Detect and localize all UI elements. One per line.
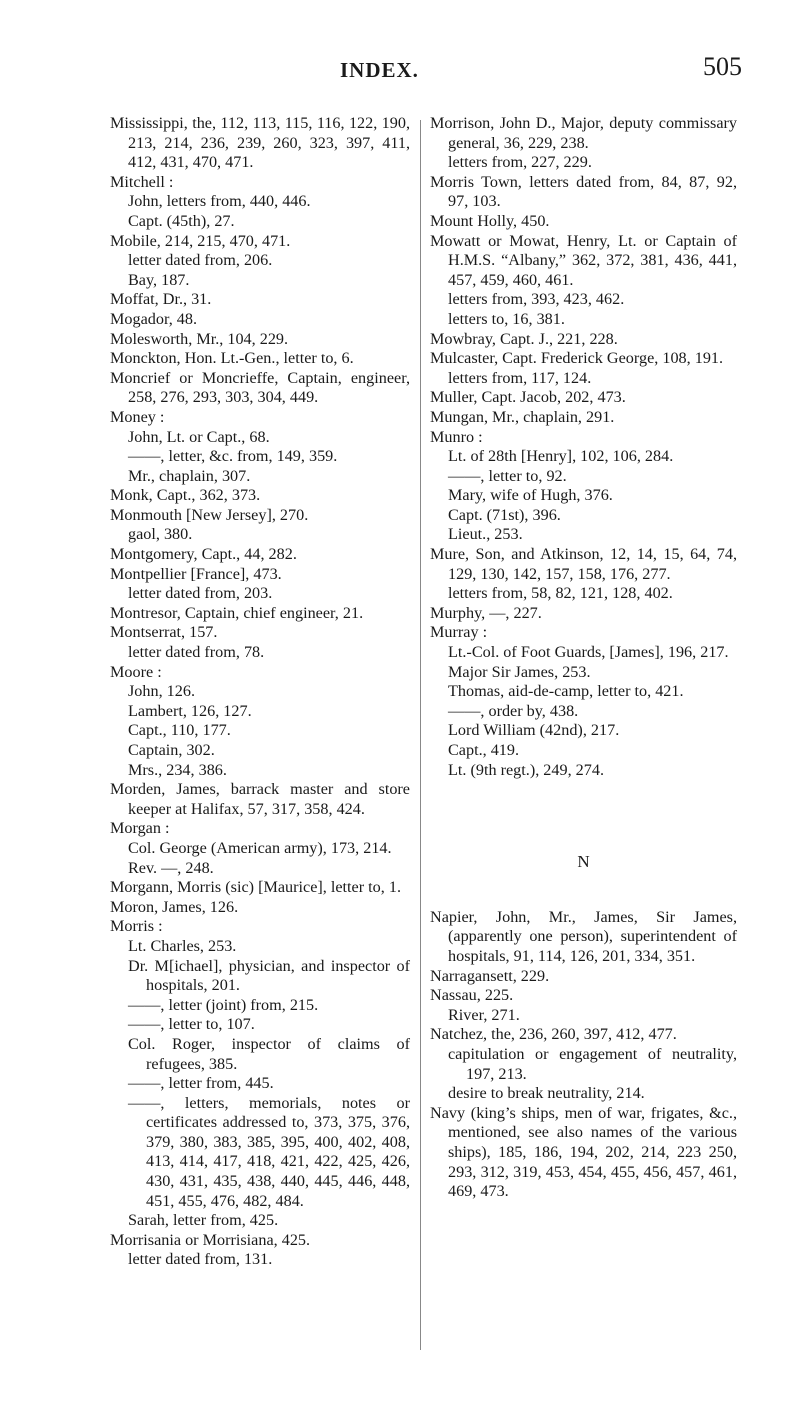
index-entry: Monk, Capt., 362, 373. — [110, 486, 261, 505]
index-subentry: Lambert, 126, 127. — [128, 701, 252, 720]
index-subentry: ——, order by, 438. — [448, 701, 579, 720]
index-entry: Mobile, 214, 215, 470, 471. — [110, 231, 291, 250]
index-subentry: Lt.-Col. of Foot Guards, [James], 196, 217. — [448, 643, 729, 662]
index-entry: Mogador, 48. — [110, 309, 198, 328]
index-subentry: letter dated from, 78. — [128, 643, 265, 662]
index-entry: Munro : — [430, 427, 483, 446]
index-entry: Morrison, John D., Major, deputy commissary general, 36, 229, 238. — [430, 114, 737, 152]
index-entry: Muller, Capt. Jacob, 202, 473. — [430, 388, 626, 407]
index-entry: Morris : — [110, 917, 163, 936]
index-entry: Moron, James, 126. — [110, 897, 239, 916]
index-subentry: letters to, 16, 381. — [448, 309, 565, 328]
index-entry: Morris Town, letters dated from, 84, 87, 92, 97, 103. — [430, 172, 737, 211]
index-subentry: letter dated from, 203. — [128, 584, 273, 603]
index-entry: Mungan, Mr., chaplain, 291. — [430, 407, 615, 426]
index-subentry: Capt. (45th), 27. — [128, 211, 235, 230]
index-subentry: John, Lt. or Capt., 68. — [128, 427, 270, 446]
index-entry: Morden, James, barrack master and store keeper at Halifax, 57, 317, 358, 424. — [110, 780, 410, 818]
index-subentry: ——, letter to, 107. — [128, 1015, 255, 1034]
index-entry: Moffat, Dr., 31. — [110, 290, 212, 309]
index-entry: Murphy, —, 227. — [430, 603, 542, 622]
index-subentry: Capt. (71st), 396. — [448, 505, 561, 524]
index-subentry: Mary, wife of Hugh, 376. — [448, 486, 613, 505]
index-subentry: Capt., 110, 177. — [128, 721, 231, 740]
index-entry: Mure, Son, and Atkinson, 12, 14, 15, 64, 74, 129, 130, 142, 157, 158, 176, 277. — [430, 545, 737, 583]
index-subentry: Capt., 419. — [448, 741, 520, 759]
index-entry: Murray : — [430, 623, 488, 642]
index-subentry: letters from, 227, 229. — [448, 153, 592, 172]
index-subentry: ——, letters, memorials, notes or certificates addressed to, 373, 375, 376, 379, 380, 383, 385, 395, 400, 402, 408, 413, 414, 417, 418, 421, 422, 425, 426, 430, 431, 435, 438, 440, 445, 446, 448, 451, 455, 476, 482, 484. — [128, 1093, 410, 1210]
index-subentry: Mr., chaplain, 307. — [128, 466, 251, 485]
index-subentry: capitulation or engagement of neutrality, 197, 213. — [448, 1044, 737, 1083]
index-entry: Narragansett, 229. — [430, 966, 550, 985]
index-entry: Nassau, 225. — [430, 986, 514, 1005]
index-entry: Morgann, Morris (sic) [Maurice], letter to, 1. — [110, 878, 401, 897]
index-entry: Montserrat, 157. — [110, 623, 218, 642]
index-subentry: letters from, 393, 423, 462. — [448, 290, 625, 309]
index-subentry: Mrs., 234, 386. — [128, 760, 227, 779]
index-entry: Mitchell : — [110, 172, 174, 191]
right-column — [430, 114, 737, 1202]
index-subentry: Lt. (9th regt.), 249, 274. — [448, 760, 605, 779]
index-subentry: John, 126. — [128, 682, 196, 701]
index-entry: Moncrief or Moncrieffe, Captain, engineer, 258, 276, 293, 303, 304, 449. — [110, 368, 410, 407]
index-entry: Montpellier [France], 473. — [110, 564, 282, 583]
index-subentry: Dr. M[ichael], physician, and inspector of hospitals, 201. — [128, 956, 410, 995]
index-entry: Napier, John, Mr., James, Sir James, (apparently one person), superintendent of hospitals, 91, 114, 126, 201, 334, 351. — [430, 907, 737, 965]
index-subentry: letter dated from, 131. — [128, 1250, 273, 1269]
index-entry: Montgomery, Capt., 44, 282. — [110, 545, 297, 564]
section-letter: N — [577, 852, 590, 872]
index-subentry: letter dated from, 206. — [128, 251, 273, 270]
index-subentry: ——, letter from, 445. — [128, 1074, 274, 1093]
index-subentry: gaol, 380. — [128, 525, 193, 544]
index-entry: Money : — [110, 407, 165, 426]
index-subentry: desire to break neutrality, 214. — [448, 1084, 645, 1103]
running-title: INDEX. — [340, 58, 419, 82]
index-entry: Moore : — [110, 662, 162, 681]
column-divider — [420, 120, 421, 1350]
index-entry: Mowbray, Capt. J., 221, 228. — [430, 329, 618, 348]
index-entry: Molesworth, Mr., 104, 229. — [110, 329, 289, 348]
index-entry: Monckton, Hon. Lt.-Gen., letter to, 6. — [110, 349, 354, 368]
index-entry: Monmouth [New Jersey], 270. — [110, 505, 309, 524]
index-subentry: letters from, 117, 124. — [448, 368, 592, 387]
index-entry: Morgan : — [110, 819, 170, 838]
index-subentry: Major Sir James, 253. — [448, 662, 591, 681]
index-subentry: Bay, 187. — [128, 270, 190, 289]
index-subentry: River, 271. — [448, 1005, 520, 1024]
index-entry: Mississippi, the, 112, 113, 115, 116, 122, 190, 213, 214, 236, 239, 260, 323, 397, 411, 412, 431, 470, 471. — [110, 114, 410, 172]
page-number: 505 — [703, 52, 742, 81]
index-entry: Mulcaster, Capt. Frederick George, 108, 191. — [430, 349, 724, 368]
index-subentry: John, letters from, 440, 446. — [128, 192, 311, 211]
index-subentry: Col. Roger, inspector of claims of refugees, 385. — [128, 1034, 410, 1073]
index-entry: Natchez, the, 236, 260, 397, 412, 477. — [430, 1025, 677, 1044]
index-subentry: ——, letter to, 92. — [448, 466, 567, 485]
index-subentry: Lieut., 253. — [448, 525, 523, 544]
index-entry: Montresor, Captain, chief engineer, 21. — [110, 603, 364, 622]
index-subentry: Lord William (42nd), 217. — [448, 721, 620, 740]
index-subentry: Captain, 302. — [128, 741, 215, 759]
index-subentry: Lt. Charles, 253. — [128, 936, 237, 955]
left-column — [110, 114, 410, 1270]
index-subentry: Lt. of 28th [Henry], 102, 106, 284. — [448, 447, 674, 466]
index-subentry: Col. George (American army), 173, 214. — [128, 838, 392, 857]
index-entry: Morrisania or Morrisiana, 425. — [110, 1230, 311, 1249]
index-subentry: ——, letter (joint) from, 215. — [128, 995, 319, 1014]
index-subentry: Thomas, aid-de-camp, letter to, 421. — [448, 682, 684, 701]
index-entry: Mowatt or Mowat, Henry, Lt. or Captain of H.M.S. “Albany,” 362, 372, 381, 436, 441, 457, 459, 460, 461. — [430, 231, 737, 289]
index-subentry: letters from, 58, 82, 121, 128, 402. — [448, 584, 673, 603]
index-subentry: ——, letter, &c. from, 149, 359. — [128, 447, 338, 466]
page-header — [0, 52, 800, 92]
index-entry: Navy (king’s ships, men of war, frigates, &c., mentioned, see also names of the various ships), 185, 186, 194, 202, 214, 223 250, 293, 312, 319, 453, 454, 455, 456, 457, 461, 469, 473. — [430, 1103, 737, 1201]
index-subentry: Sarah, letter from, 425. — [128, 1211, 279, 1230]
index-entry: Mount Holly, 450. — [430, 211, 550, 230]
index-subentry: Rev. —, 248. — [128, 858, 214, 877]
